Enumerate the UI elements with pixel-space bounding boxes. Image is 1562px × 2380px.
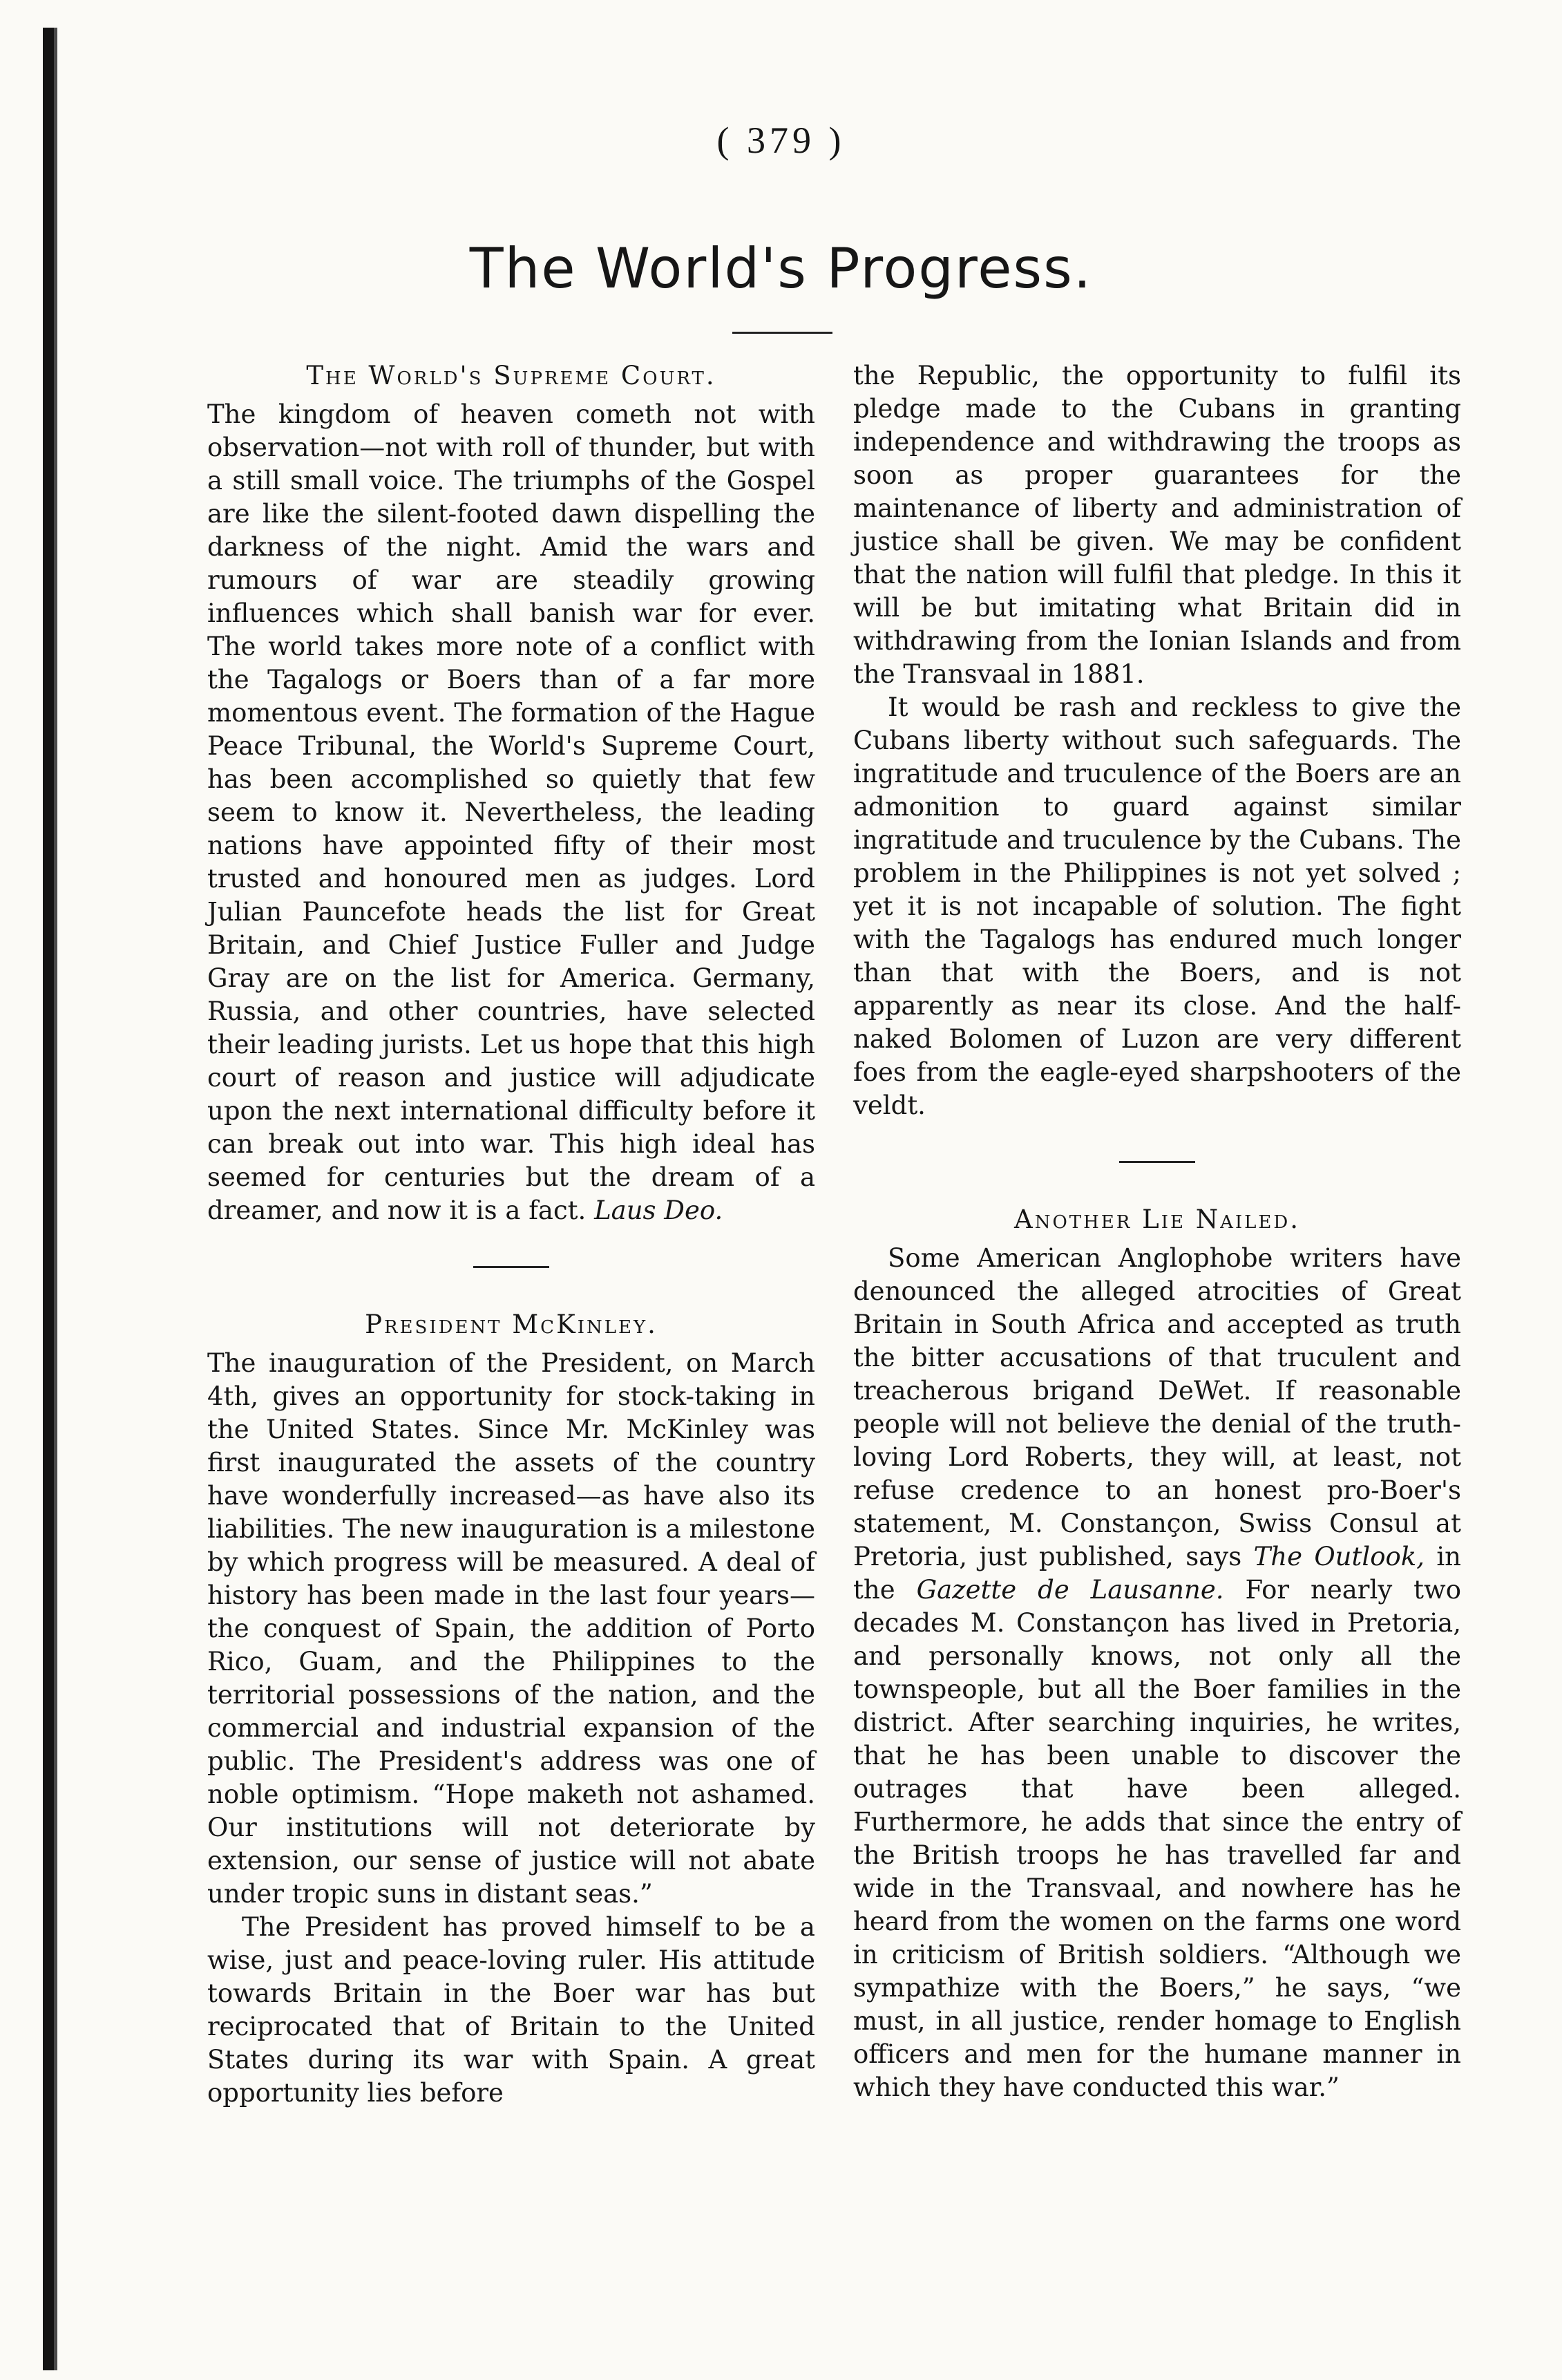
page-title: The World's Progress. bbox=[469, 236, 1093, 301]
right-column bbox=[853, 359, 1461, 2104]
book-spine-edge bbox=[43, 28, 57, 2370]
paragraph-text: Some American Anglophobe writers have denounced the alleged atrocities of Great Britain in South Africa and accepted as truth the bitter accusations of that truculent and treacherous brigand DeWet. If reasonable people will not believe the denial of the truth-loving Lord Roberts, they will, at least, not refuse credence to an honest pro-Boer's statement, M. Constançon, Swiss Consul at Pretoria, just published, says bbox=[853, 1243, 1461, 1571]
article-paragraph bbox=[207, 398, 815, 1227]
article-paragraph: The inauguration of the President, on March 4th, gives an opportunity for stock-taking in the United States. Since Mr. McKinley was first inaugurated the assets of the country have wonderfully increased—as have also its liabilities. The new inauguration is a milestone by which progress will be measured. A deal of history has been made in the last four years—the conquest of Spain, the addition of Porto Rico, Guam, and the Philippines to the territorial possessions of the nation, and the commercial and industrial expansion of the public. The President's address was one of noble optimism. “Hope maketh not ashamed. Our institutions will not deteriorate by extension, our sense of justice will not abate under tropic suns in distant seas.” bbox=[207, 1348, 815, 1909]
article-paragraph: It would be rash and reckless to give the Cubans liberty without such safeguards. The ingratitude and truculence of the Boers are an admonition to guard against similar ingratitude and truculence by the Cubans. The problem in the Philippines is not yet solved ; yet it is not incapable of solution. The fight with the Tagalogs has endured much longer than that with the Boers, and is not apparently as near its close. And the half-naked Bolomen of Luzon are very different foes from the eagle-eyed sharpshooters of the veldt. bbox=[853, 692, 1461, 1120]
article-paragraph: The President has proved himself to be a wise, just and peace-loving ruler. His attitude towards Britain in the Boer war has but reciprocated that of Britain to the United States during its war with Spain. A great opportunity lies before bbox=[207, 1912, 815, 2108]
paragraph-text: in the bbox=[853, 1542, 1461, 1605]
paragraph-text: For nearly two decades M. Constançon has lived in Pretoria, and personally knows, not only all the townspeople, but all the Boer families in the district. After searching inquiries, he writes, that he has been unable to discover the outrages that have been alleged. Furthermore, he adds that since the entry of the British troops he has travelled far and wide in the Transvaal, and nowhere has he heard from the women on the farms one word in criticism of British soldiers. “Although we sympathize with the Boers,” he says, “we must, in all justice, render homage to English officers and men for the humane manner in which they have conducted this war.” bbox=[853, 1575, 1461, 2102]
publication-name: Gazette de Lausanne. bbox=[916, 1575, 1224, 1605]
title-divider bbox=[732, 332, 832, 334]
section-divider bbox=[473, 1266, 549, 1268]
article-paragraph bbox=[853, 1242, 1461, 2104]
section-heading-supreme-court: The World's Supreme Court. bbox=[306, 361, 716, 390]
article-paragraph: the Republic, the opportunity to fulfil its pledge made to the Cubans in granting independence and withdrawing the troops as soon as proper guarantees for the maintenance of liberty and administration of justice shall be given. We may be confident that the nation will fulfil that pledge. In this it will be but imitating what Britain did in withdrawing from the Ionian Islands and from the Transvaal in 1881. bbox=[853, 361, 1461, 689]
section-heading-another-lie: Another Lie Nailed. bbox=[1014, 1205, 1300, 1234]
closing-phrase: Laus Deo. bbox=[594, 1196, 723, 1225]
publication-name: The Outlook, bbox=[1253, 1542, 1425, 1571]
section-divider bbox=[1119, 1161, 1195, 1163]
paragraph-text: The kingdom of heaven cometh not with observation—not with roll of thunder, but with a still small voice. The triumphs of the Gospel are like the silent-footed dawn dispelling the darkness of the night. Amid the wars and rumours of war are steadily growing influences which shall banish war for ever. The world takes more note of a conflict with the Tagalogs or Boers than of a far more momentous event. The formation of the Hague Peace Tribunal, the World's Supreme Court, has been accomplished so quietly that few seem to know it. Nevertheless, the leading nations have appointed fifty of their most trusted and honoured men as judges. Lord Julian Pauncefote heads the list for Great Britain, and Chief Justice Fuller and Judge Gray are on the list for America. Germany, Russia, and other countries, have selected their leading jurists. Let us hope that this high court of reason and justice will adjudicate upon the next international difficulty before it can break out into war. This high ideal has seemed for centuries but the dream of a dreamer, and now it is a fact. bbox=[207, 399, 815, 1225]
section-heading-mckinley: President McKinley. bbox=[365, 1310, 658, 1339]
page-number: ( 379 ) bbox=[716, 120, 846, 161]
left-column bbox=[207, 359, 815, 2110]
